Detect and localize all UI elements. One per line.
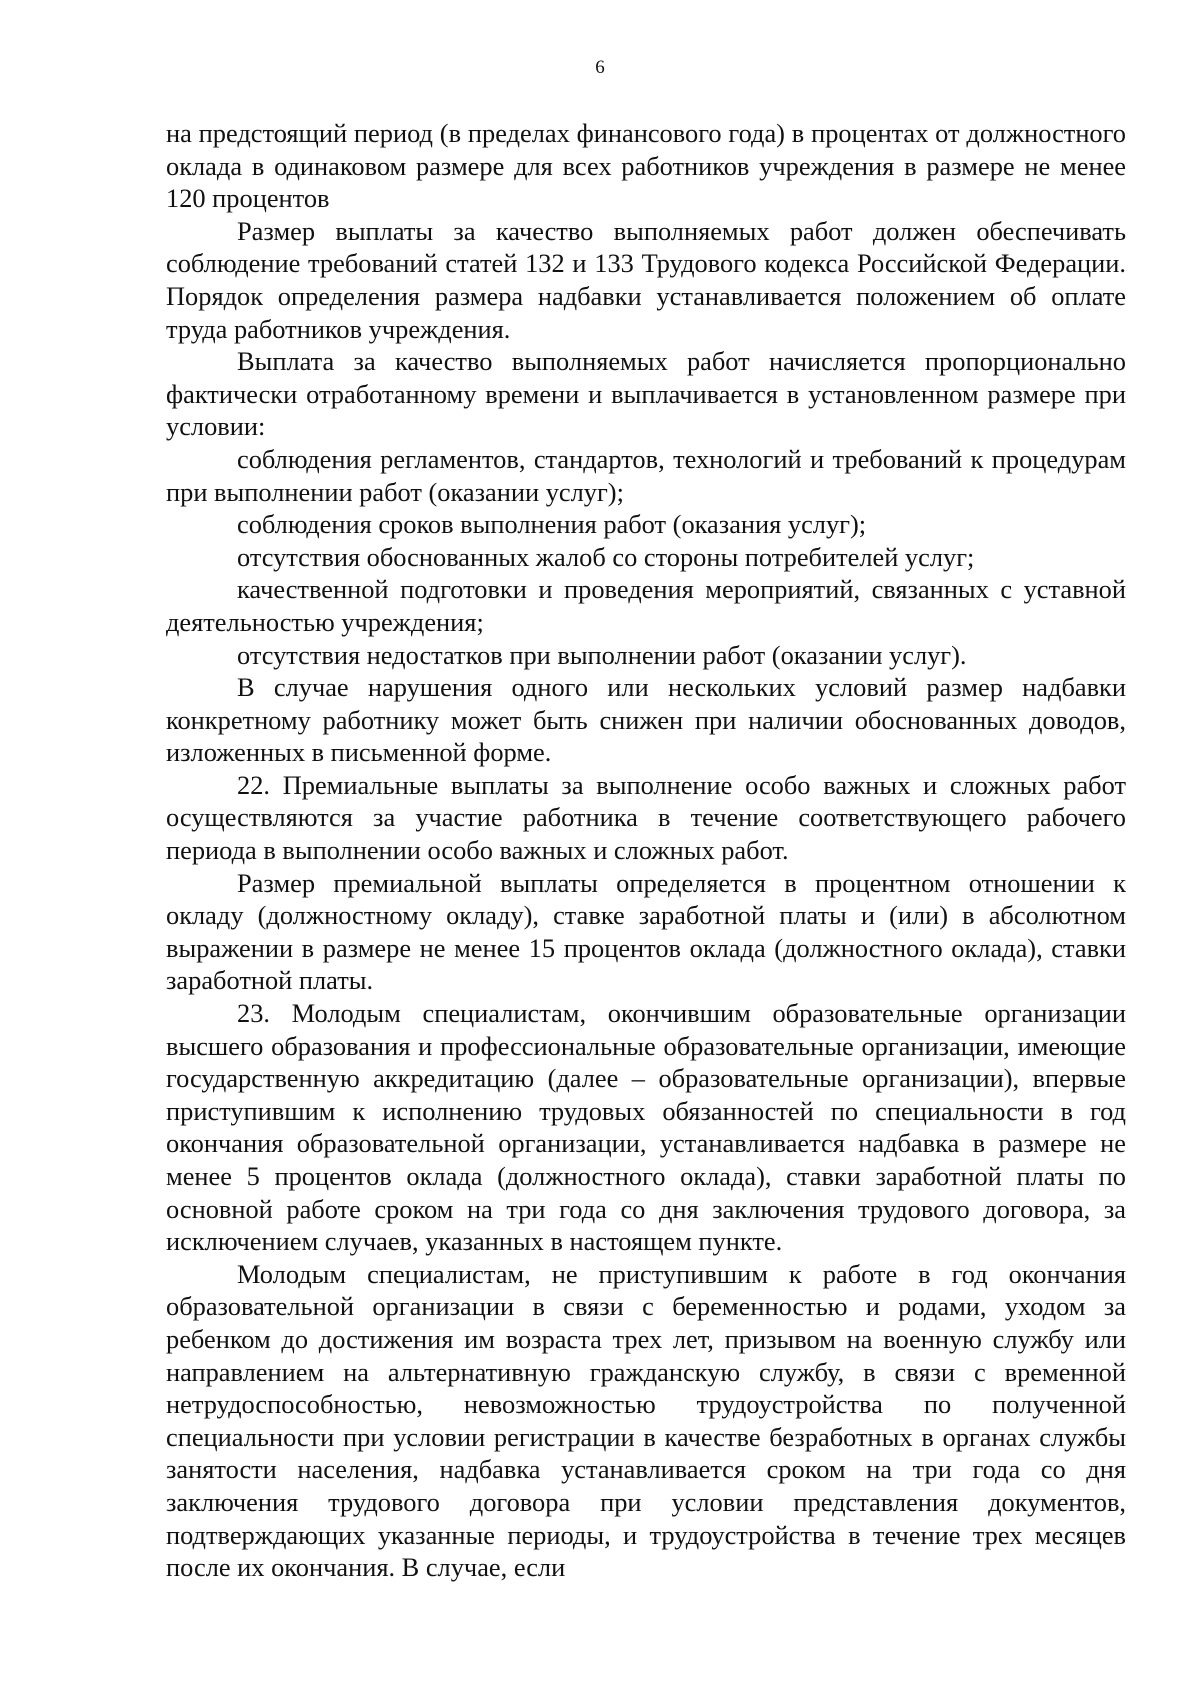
paragraph: Молодым специалистам, не приступившим к работе в год окончания образовательной организации в связи с беременностью и родами, уходом за ребенком до достижения им возраста трех лет, призывом на военную службу или направлением на альтернативную гражданскую службу, в связи с временной нетрудоспособностью, невозможностью трудоустройства по полученной специальности при условии регистрации в качестве безработных в органах службы занятости населения, надбавка устанавливается сроком на три года со дня заключения трудового договора при условии представления документов, подтверждающих указанные периоды, и трудоустройства в течение трех месяцев после их окончания. В случае, если [166,1258,1126,1583]
paragraph: качественной подготовки и проведения мероприятий, связанных с уставной деятельностью учреждения; [166,574,1126,637]
paragraph: 22. Премиальные выплаты за выполнение особо важных и сложных работ осуществляются за участие работника в течение соответствующего рабочего периода в выполнении особо важных и сложных работ. [166,769,1126,866]
paragraph: 23. Молодым специалистам, окончившим образовательные организации высшего образования и профессиональные образовательные организации, имеющие государственную аккредитацию (далее – образовательные организации), впервые приступившим к исполнению трудовых обязанностей по специальности в год окончания образовательной организации, устанавливается надбавка в размере не менее 5 процентов оклада (должностного оклада), ставки заработной платы по основной работе сроком на три года со дня заключения трудового договора, за исключением случаев, указанных в настоящем пункте. [166,998,1126,1257]
page-number: 6 [595,57,605,78]
paragraph: соблюдения регламентов, стандартов, технологий и требований к процедурам при выполнении работ (оказании услуг); [166,443,1126,507]
paragraph: Выплата за качество выполняемых работ начисляется пропорционально фактически отработанному времени и выплачивается в установленном размере при условии: [166,346,1126,442]
paragraph: отсутствия обоснованных жалоб со стороны потребителей услуг; [237,541,975,572]
paragraph: на предстоящий период (в пределах финансового года) в процентах от должностного оклада в одинаковом размере для всех работников учреждения в размере не менее 120 процентов [166,118,1126,214]
paragraph: Размер выплаты за качество выполняемых работ должен обеспечивать соблюдение требований статей 132 и 133 Трудового кодекса Российской Федерации. Порядок определения размера надбавки устанавливается положением об оплате труда работников учреждения. [166,215,1126,344]
document-body [166,117,1126,1584]
paragraph: соблюдения сроков выполнения работ (оказания услуг); [237,509,867,540]
paragraph: В случае нарушения одного или нескольких условий размер надбавки конкретному работнику может быть снижен при наличии обоснованных доводов, изложенных в письменной форме. [166,672,1126,768]
paragraph: Размер премиальной выплаты определяется в процентном отношении к окладу (должностному окладу), ставке заработной платы и (или) в абсолютном выражении в размере не менее 15 процентов оклада (должностного оклада), ставки заработной платы. [166,867,1126,996]
paragraph: отсутствия недостатков при выполнении работ (оказании услуг). [237,639,967,670]
